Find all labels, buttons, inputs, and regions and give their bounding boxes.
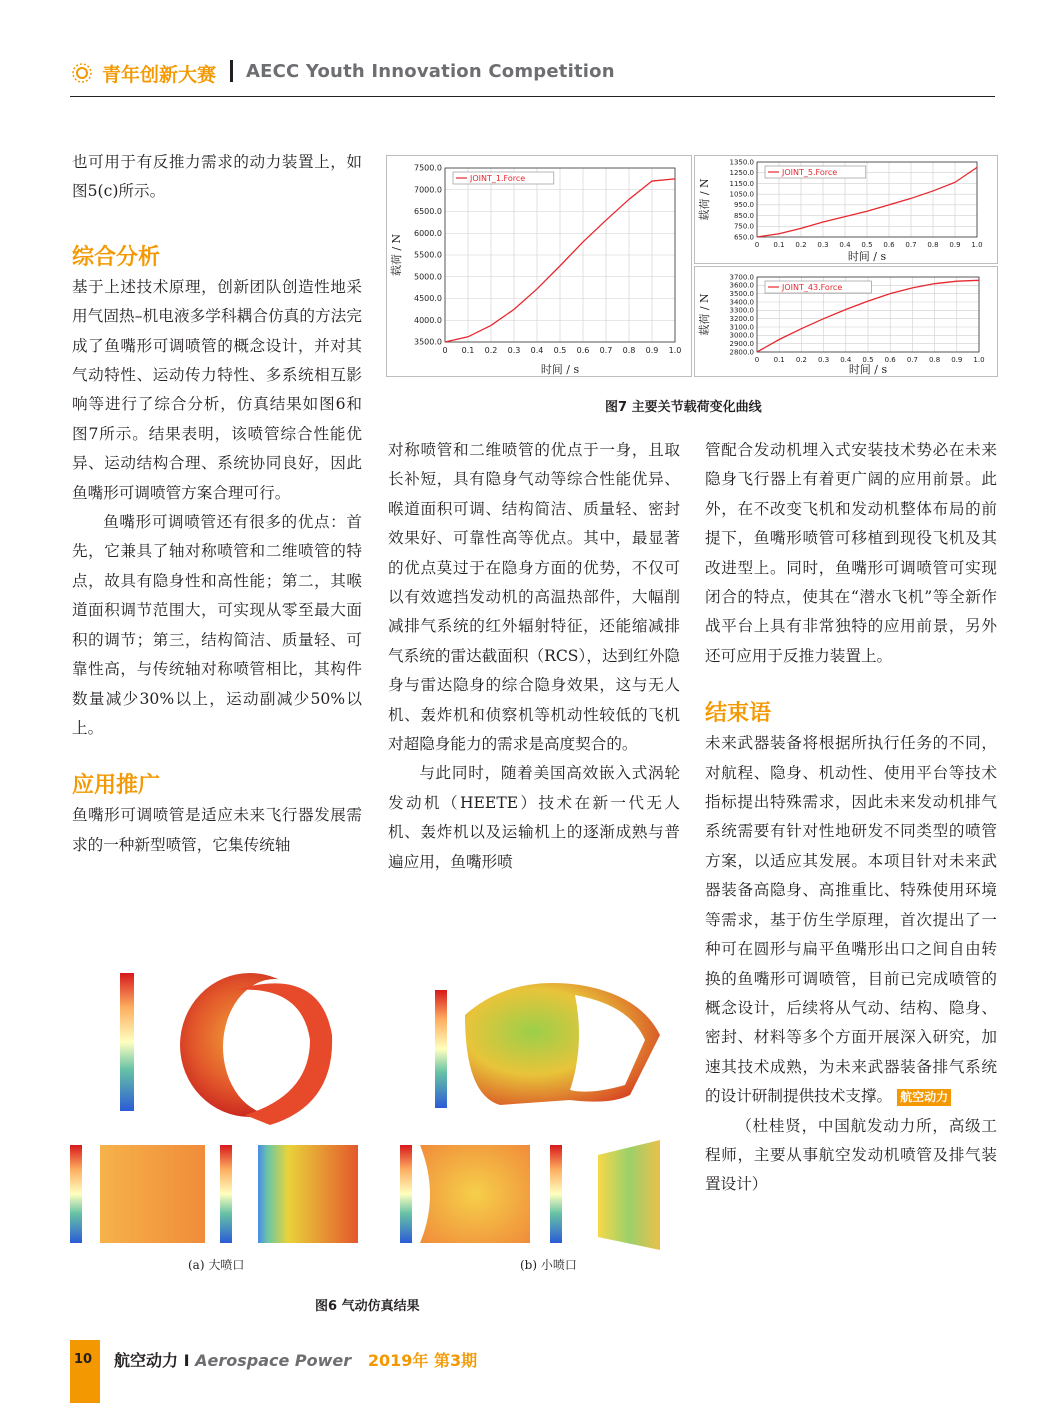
x-tick-label: 0.4 bbox=[530, 346, 544, 355]
fig6-caption: 图6 气动仿真结果 bbox=[315, 1299, 420, 1314]
x-tick-label: 1.0 bbox=[971, 241, 983, 249]
conclusion-text: 未来武器装备将根据所执行任务的不同，对航程、隐身、机动性、使用平台等技术指标提出特殊需求，因此未来发动机排气系统需要有针对性地研发不同类型的喷管方案，以适应其发展。本项目针对未来武器装备高隐身、高推重比、特殊使用环境等需求，基于仿生学原理，首次提出了一种可在圆形与扁平鱼嘴形出口之间自由转换的鱼嘴形可调喷管，目前已完成喷管的概念设计，后续将从气动、结构、隐身、密封、材料等多个方面开展深入研究，加速其技术成熟，为未来武器装备排气系统的设计研制提供技术支撑。 bbox=[705, 734, 997, 1106]
section-heading-application: 应用推广 bbox=[72, 773, 161, 799]
chart-joint1 bbox=[387, 156, 691, 376]
y-tick-label: 3300.0 bbox=[729, 306, 754, 315]
x-tick-label: 0.3 bbox=[818, 356, 830, 364]
y-axis-label: 载荷 / N bbox=[698, 178, 711, 221]
right-column bbox=[705, 436, 997, 1200]
x-axis-label: 时间 / s bbox=[847, 250, 887, 263]
x-tick-label: 0.4 bbox=[840, 356, 852, 364]
y-tick-label: 3500.0 bbox=[729, 290, 754, 298]
y-tick-label: 4500.0 bbox=[414, 294, 442, 304]
left-column bbox=[72, 148, 362, 860]
footer-issue: 2019年 第3期 bbox=[367, 1351, 478, 1370]
y-axis-label: 载荷 / N bbox=[390, 233, 403, 277]
footer-separator: I bbox=[183, 1351, 190, 1370]
middle-paragraph-2: 与此同时，随着美国高效嵌入式涡轮发动机（HEETE）技术在新一代无人机、轰炸机以及运输机上的逐渐成熟与普遍应用，鱼嘴形喷 bbox=[388, 764, 680, 871]
x-tick-label: 0.5 bbox=[862, 356, 874, 364]
fig6-subcaption-b: (b) 小喷口 bbox=[520, 1258, 577, 1272]
x-tick-label: 0.9 bbox=[951, 356, 963, 364]
y-tick-label: 650.0 bbox=[733, 233, 754, 242]
y-tick-label: 4000.0 bbox=[414, 315, 442, 325]
y-tick-label: 750.0 bbox=[733, 222, 754, 231]
colorbar-a-top bbox=[120, 973, 134, 1111]
section-heading-analysis: 综合分析 bbox=[72, 244, 161, 270]
fig6-simulation-images bbox=[70, 955, 690, 1255]
right-paragraph-1: 管配合发动机埋入式安装技术势必在未来隐身飞行器上有着更广阔的应用前景。此外，在不改变飞机和发动机整体布局的前提下，鱼嘴形喷管可移植到现役飞机及其改进型上。同时，鱼嘴形可调喷管可实现闭合的特点，使其在“潜水飞机”等全新作战平台上具有非常独特的应用前景，另外还可应用于反推力装置上。 bbox=[705, 441, 997, 665]
x-tick-label: 0.2 bbox=[484, 346, 498, 355]
y-tick-label: 3400.0 bbox=[729, 298, 754, 307]
x-tick-label: 0.8 bbox=[929, 356, 941, 364]
journal-badge: 航空动力 bbox=[897, 1089, 951, 1106]
y-tick-label: 950.0 bbox=[733, 201, 754, 210]
header-title-en: AECC Youth Innovation Competition bbox=[246, 61, 615, 82]
x-tick-label: 0 bbox=[442, 346, 448, 355]
x-tick-label: 0.5 bbox=[861, 241, 873, 249]
analysis-paragraph-1: 基于上述技术原理，创新团队创造性地采用气固热–机电液多学科耦合仿真的方法完成了鱼嘴形可调喷管的概念设计，并对其气动特性、运动传力特性、多系统相互影响等进行了综合分析，仿真结果如图6和图7所示。结果表明，该喷管综合性能优异、运动结构合理、系统协同良好，因此鱼嘴形可调喷管方案合理可行。 bbox=[72, 277, 362, 502]
chart-joint43 bbox=[695, 267, 997, 376]
y-tick-label: 3200.0 bbox=[729, 315, 754, 323]
x-tick-label: 0 bbox=[754, 241, 760, 249]
fig7-chart-top-right bbox=[694, 155, 998, 264]
y-tick-label: 3100.0 bbox=[729, 323, 754, 332]
x-axis-label: 时间 / s bbox=[540, 363, 580, 376]
legend-label: JOINT_1.Force bbox=[470, 174, 526, 183]
x-tick-label: 0.6 bbox=[884, 356, 896, 364]
x-tick-label: 0.5 bbox=[553, 346, 567, 355]
y-tick-label: 1250.0 bbox=[729, 169, 754, 178]
legend-label: JOINT_5.Force bbox=[782, 168, 838, 177]
y-tick-label: 3000.0 bbox=[729, 331, 754, 340]
author-note: （杜桂贤，中国航发动力所，高级工程师，主要从事航空发动机喷管及排气装置设计） bbox=[705, 1116, 997, 1194]
footer-page-tab bbox=[70, 1340, 100, 1403]
y-tick-label: 7500.0 bbox=[414, 163, 442, 173]
x-tick-label: 0.7 bbox=[905, 241, 917, 249]
middle-paragraph-1: 对称喷管和二维喷管的优点于一身，且取长补短，具有隐身气动等综合性能优异、喉道面积可调、结构简洁、质量轻、密封效果好、可靠性高等优点。其中，最显著的优点莫过于在隐身方面的优势，不仅可以有效遮挡发动机的高温热部件，大幅削减排气系统的红外辐射特征，还能缩减排气系统的雷达截面积（RCS），达到红外隐身与雷达隐身的综合隐身效果，这与无人机、轰炸机和侦察机等机动性较低的飞机对超隐身能力的需求是高度契合的。 bbox=[388, 441, 680, 754]
y-tick-label: 1050.0 bbox=[729, 190, 754, 199]
section-heading-conclusion: 结束语 bbox=[705, 701, 772, 727]
y-tick-label: 6000.0 bbox=[414, 228, 442, 238]
y-tick-label: 850.0 bbox=[733, 211, 754, 220]
footer-journal-cn: 航空动力 bbox=[114, 1351, 179, 1370]
fig7-chart-main bbox=[386, 155, 692, 377]
x-tick-label: 0.6 bbox=[576, 346, 590, 355]
x-tick-label: 0 bbox=[754, 356, 760, 364]
footer-journal bbox=[114, 1348, 477, 1371]
x-tick-label: 0.8 bbox=[927, 241, 939, 249]
x-tick-label: 0.7 bbox=[599, 346, 613, 355]
x-tick-label: 0.1 bbox=[461, 346, 475, 355]
x-tick-label: 0.3 bbox=[507, 346, 521, 355]
x-tick-label: 0.9 bbox=[949, 241, 961, 249]
x-tick-label: 1.0 bbox=[668, 346, 682, 355]
footer-journal-en: Aerospace Power bbox=[195, 1351, 352, 1370]
y-tick-label: 3600.0 bbox=[729, 281, 754, 290]
x-tick-label: 0.1 bbox=[773, 241, 785, 249]
chart-joint5 bbox=[695, 156, 997, 263]
y-tick-label: 3500.0 bbox=[414, 337, 442, 347]
y-tick-label: 5000.0 bbox=[414, 272, 442, 282]
analysis-paragraph-2: 鱼嘴形可调喷管还有很多的优点：首先，它兼具了轴对称喷管和二维喷管的特点，故具有隐身性和高性能；第二，其喉道面积调节范围大，可实现从零至最大面积的调节；第三，结构简洁、质量轻、可靠性高，与传统轴对称喷管相比，其构件数量减少30%以上，运动副减少50%以上。 bbox=[72, 513, 362, 737]
y-tick-label: 7000.0 bbox=[414, 185, 442, 195]
page-number: 10 bbox=[74, 1352, 93, 1367]
x-tick-label: 0.4 bbox=[839, 241, 851, 249]
header-divider bbox=[230, 60, 233, 82]
y-tick-label: 1350.0 bbox=[729, 158, 754, 167]
header-title-cn: 青年创新大赛 bbox=[102, 64, 217, 86]
conclusion-paragraph bbox=[705, 729, 997, 1111]
x-tick-label: 0.7 bbox=[906, 356, 918, 364]
x-axis-label: 时间 / s bbox=[848, 363, 888, 376]
y-tick-label: 2900.0 bbox=[729, 340, 754, 348]
fig7-chart-bottom-right bbox=[694, 266, 998, 377]
application-paragraph-1: 鱼嘴形可调喷管是适应未来飞行器发展需求的一种新型喷管，它集传统轴 bbox=[72, 806, 362, 854]
x-tick-label: 0.2 bbox=[795, 356, 807, 364]
x-tick-label: 0.9 bbox=[645, 346, 659, 355]
y-tick-label: 2800.0 bbox=[729, 348, 754, 357]
header-rule bbox=[70, 96, 995, 97]
x-tick-label: 0.2 bbox=[795, 241, 807, 249]
intro-paragraph: 也可用于有反推力需求的动力装置上，如图5(c)所示。 bbox=[72, 153, 362, 201]
y-tick-label: 5500.0 bbox=[414, 250, 442, 260]
x-tick-label: 0.1 bbox=[773, 356, 785, 364]
x-tick-label: 1.0 bbox=[973, 356, 985, 364]
fig7-caption: 图7 主要关节载荷变化曲线 bbox=[605, 400, 762, 415]
fig6-subcaption-a: (a) 大喷口 bbox=[188, 1258, 245, 1272]
y-axis-label: 载荷 / N bbox=[698, 293, 711, 336]
legend-label: JOINT_43.Force bbox=[782, 283, 843, 292]
middle-column bbox=[388, 436, 680, 877]
y-tick-label: 6500.0 bbox=[414, 207, 442, 217]
x-tick-label: 0.3 bbox=[817, 241, 829, 249]
y-tick-label: 3700.0 bbox=[729, 273, 754, 282]
x-tick-label: 0.6 bbox=[883, 241, 895, 249]
y-tick-label: 1150.0 bbox=[729, 179, 754, 188]
sun-logo-icon bbox=[70, 61, 94, 85]
x-tick-label: 0.8 bbox=[622, 346, 636, 355]
